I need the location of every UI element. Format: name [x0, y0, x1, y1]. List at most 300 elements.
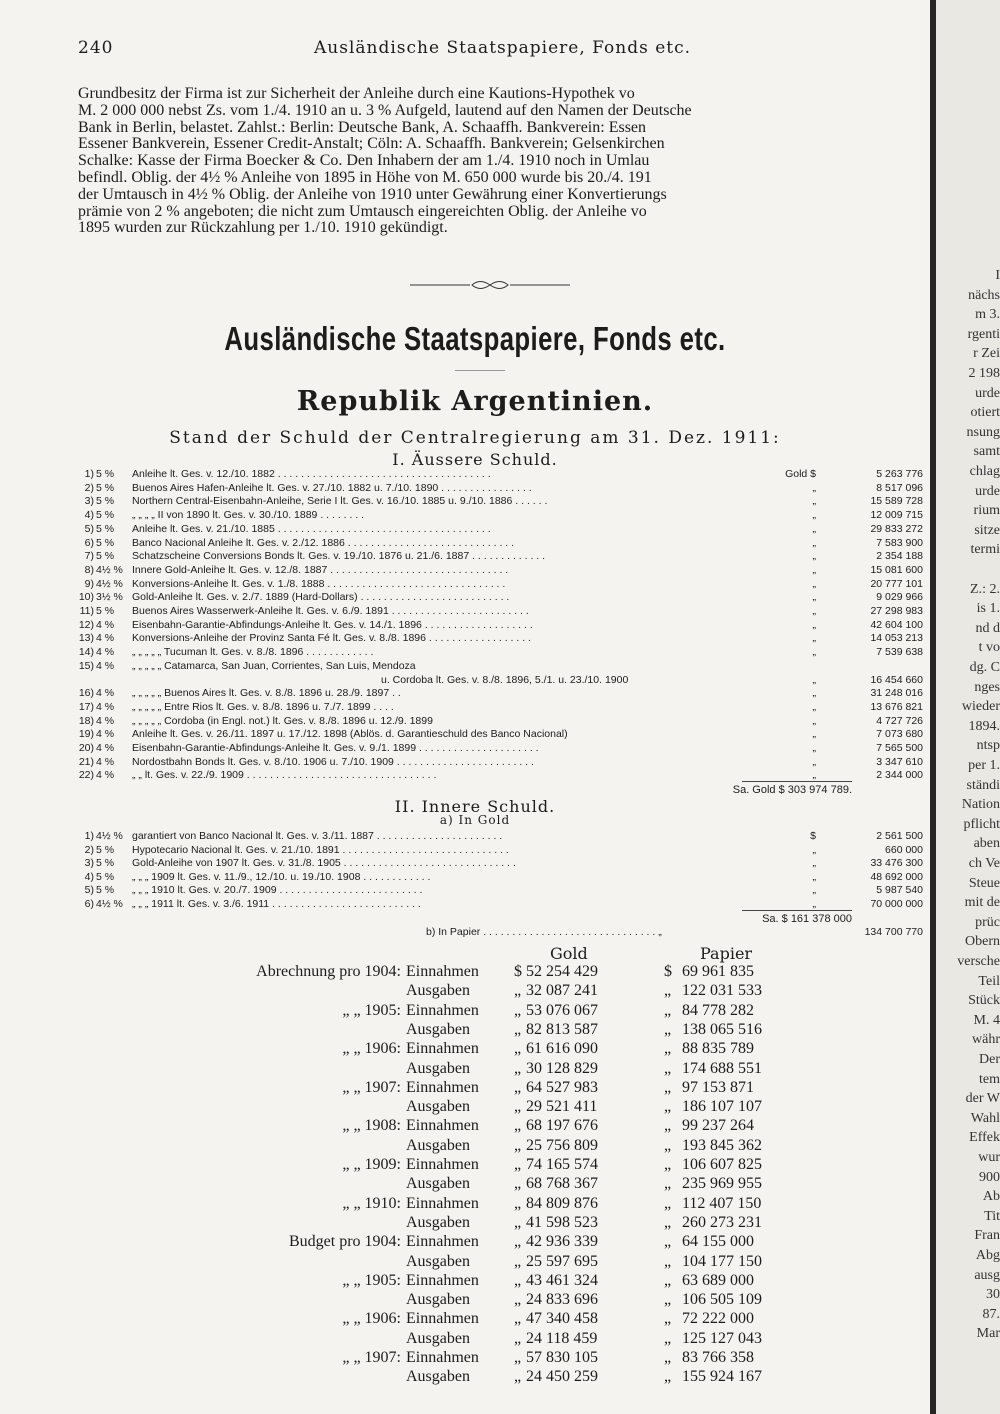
side-fragment-line: prüc: [975, 914, 1000, 930]
period-label: „ „ 1909:: [342, 1156, 401, 1173]
side-fragment-line: Fran: [974, 1228, 1000, 1244]
side-fragment-line: 30: [986, 1287, 1000, 1303]
amount: 5 987 540: [876, 884, 923, 896]
amount: 12 009 715: [870, 509, 923, 522]
row-number: 13): [78, 632, 94, 645]
interest-rate: 4 %: [96, 618, 115, 631]
gold-value: 52 254 429: [526, 963, 598, 980]
gold-value: 42 936 339: [526, 1233, 598, 1251]
table-row: [76, 742, 923, 755]
side-fragment-line: is 1.: [976, 601, 1000, 617]
gold-value: 24 450 259: [526, 1368, 598, 1386]
description: Gold-Anleihe lt. Ges. v. 2./7. 1889 (Hard-Dollars) . . . . . . . . . . . . . . . . . . . . . . . . . .: [132, 591, 510, 604]
table-row: [76, 536, 923, 550]
table-row: [76, 522, 923, 536]
side-fragment-line: r Zei: [973, 346, 1000, 362]
gold-symbol: „: [514, 1368, 522, 1386]
amount: 14 053 213: [870, 632, 923, 645]
side-fragment-line: Wahl: [970, 1110, 1000, 1126]
side-fragment-line: Stück: [968, 993, 1000, 1009]
currency: „: [812, 884, 816, 896]
interest-rate: 4½ %: [96, 563, 123, 576]
currency: „: [812, 605, 816, 617]
gold-symbol: „: [514, 1194, 522, 1212]
amount: 660 000: [885, 843, 923, 856]
side-fragment-line: 2 198: [968, 366, 1000, 381]
side-fragment-line: Nation: [961, 797, 1000, 813]
side-fragment-line: Abg: [975, 1248, 1000, 1263]
papier-symbol: „: [664, 1117, 672, 1135]
abrechnung-row: [76, 1001, 796, 1021]
interest-rate: 4 %: [96, 742, 115, 754]
gold-symbol: „: [514, 1329, 522, 1347]
row-number: 20): [78, 742, 94, 754]
currency: „: [812, 728, 816, 741]
table-row: [76, 468, 923, 481]
table-row: [76, 481, 923, 495]
table-row: [76, 673, 923, 687]
country-title: Republik Argentinien.: [296, 386, 654, 417]
intro-line: 1895 wurden zur Rückzahlung per 1./10. 1910 gekündigt.: [78, 220, 448, 237]
papier-value: 122 031 533: [682, 982, 762, 1000]
row-number: 1): [84, 468, 94, 480]
abrechnung-row: [76, 1329, 796, 1349]
sub-b-value: 134 700 770: [864, 926, 923, 938]
table-row: [76, 646, 923, 659]
interest-rate: 3½ %: [96, 591, 123, 604]
running-title: Ausländische Staatspapiere, Fonds etc.: [314, 38, 692, 58]
interest-rate: 4½ %: [96, 830, 123, 842]
currency: „: [812, 536, 816, 549]
amount: 20 777 101: [870, 577, 923, 590]
abrechnung-row: [76, 1097, 796, 1117]
row-number: 5): [84, 522, 94, 535]
papier-symbol: „: [664, 1368, 672, 1386]
stand-line: Stand der Schuld der Centralregierung am 31. Dez. 1911:: [169, 428, 781, 448]
currency: „: [812, 687, 816, 700]
gold-value: 68 768 367: [526, 1175, 598, 1193]
papier-symbol: „: [664, 982, 672, 1000]
papier-value: 125 127 043: [682, 1329, 762, 1347]
interest-rate: 4 %: [96, 728, 115, 741]
gold-value: 41 598 523: [526, 1213, 598, 1231]
row-number: 7): [84, 550, 94, 563]
table-row: [76, 755, 923, 769]
gold-value: 32 087 241: [526, 982, 598, 1000]
description: Schatzscheine Conversions Bonds lt. Ges. v. 19./10. 1876 u. 21./6. 1887 . . . . . . . . . . . . .: [132, 550, 546, 563]
papier-symbol: $: [664, 963, 672, 980]
papier-value: 174 688 551: [682, 1059, 762, 1077]
side-fragment-line: t vo: [978, 640, 1000, 656]
intro-line: prämie von 2 % angeboten; die nicht zum Umtausch eingereichten Oblig. der Anleihe vo: [78, 203, 647, 220]
side-fragment-line: Tit: [984, 1208, 1000, 1224]
row-number: 5): [84, 884, 94, 896]
amount: 33 476 300: [870, 857, 923, 869]
gold-symbol: „: [514, 1349, 522, 1366]
currency: „: [812, 495, 816, 508]
gold-value: 82 813 587: [526, 1020, 598, 1038]
intro-line: Essener Bankverein, Essener Credit-Anstalt; Cöln: A. Schaaffh. Bankverein; Gelsenkirchen: [78, 136, 665, 153]
side-fragment-line: ständi: [966, 777, 1000, 793]
description: „ „ „ „ „ Buenos Aires lt. Ges. v. 8./8. 1896 u. 28./9. 1897 . .: [132, 687, 401, 700]
abrechnung-row: [76, 1078, 796, 1098]
currency: „: [812, 843, 816, 856]
currency: „: [812, 897, 816, 910]
section2-title: II. Innere Schuld.: [394, 797, 556, 816]
papier-value: 72 222 000: [682, 1310, 754, 1328]
entry-kind: Einnahmen: [406, 963, 479, 980]
gold-symbol: „: [514, 1213, 522, 1231]
currency: „: [812, 755, 816, 768]
papier-value: 106 505 109: [682, 1291, 762, 1309]
description: „ „ „ 1909 lt. Ges. v. 11./9., 12./10. u. 19./10. 1908 . . . . . . . . . . . .: [132, 870, 431, 883]
side-fragment-line: aben: [973, 836, 1000, 852]
side-fragment-line: Der: [979, 1052, 1000, 1067]
amount: 9 029 966: [876, 591, 923, 604]
abrechnung-row: [76, 1116, 796, 1136]
abrechnung-row: [76, 962, 796, 982]
gold-value: 53 076 067: [526, 1001, 598, 1019]
entry-kind: Einnahmen: [406, 1156, 479, 1173]
interest-rate: 4½ %: [96, 897, 123, 910]
gold-value: 74 165 574: [526, 1156, 598, 1173]
amount: 7 073 680: [876, 728, 923, 741]
entry-kind: Einnahmen: [406, 1194, 479, 1212]
row-number: 12): [78, 618, 94, 631]
intro-paragraph: [78, 86, 878, 237]
table-row: [76, 700, 923, 714]
table-row: [76, 687, 923, 700]
description: „ „ „ 1911 lt. Ges. v. 3./6. 1911 . . . . . . . . . . . . . . . . . . . . . . . . . .: [132, 897, 421, 910]
papier-symbol: „: [664, 1213, 672, 1231]
interest-rate: 4 %: [96, 659, 115, 672]
entry-kind: Ausgaben: [406, 1252, 470, 1270]
description: „ „ „ „ II von 1890 lt. Ges. v. 30./10. 1889 . . . . . . . .: [132, 509, 365, 522]
table-row: [76, 714, 923, 728]
description: Eisenbahn-Garantie-Abfindungs-Anleihe lt. Ges. v. 9./1. 1899 . . . . . . . . . . . . . . . . . . . . .: [132, 742, 539, 754]
papier-value: 97 153 871: [682, 1078, 754, 1096]
section2-sub-a: a) In Gold: [439, 813, 511, 827]
sub-b-label: b) In Papier . . . . . . . . . . . . . . . . . . . . . . . . . . . . . . „: [426, 926, 662, 938]
papier-symbol: „: [664, 1020, 672, 1038]
entry-kind: Ausgaben: [406, 1213, 470, 1231]
intro-line: befindl. Oblig. der 4½ % Anleihe von 1895 in Höhe von M. 650 000 wurde bis 20./4. 191: [78, 169, 652, 186]
papier-symbol: „: [664, 1078, 672, 1096]
papier-value: 69 961 835: [682, 963, 754, 980]
table-row: [76, 495, 923, 508]
currency: „: [812, 870, 816, 883]
col-papier-header: Papier: [700, 944, 753, 963]
row-number: 15): [78, 659, 94, 672]
currency: „: [812, 522, 816, 535]
currency: „: [812, 714, 816, 727]
row-number: 3): [84, 495, 94, 508]
table-row: [76, 843, 923, 857]
adjacent-page-fragment: [936, 0, 1000, 1414]
abrechnung-row: [76, 1194, 796, 1214]
intro-line: Grundbesitz der Firma ist zur Sicherheit der Anleihe durch eine Kautions-Hypothek vo: [78, 86, 635, 102]
table-row: [76, 884, 923, 897]
papier-value: 193 845 362: [682, 1136, 762, 1154]
side-fragment-line: sitze: [974, 522, 1000, 538]
description: Gold-Anleihe von 1907 lt. Ges. v. 31./8. 1905 . . . . . . . . . . . . . . . . . . . . . . . . . . . . . .: [132, 857, 516, 869]
currency: „: [812, 591, 816, 604]
description: Northern Central-Eisenbahn-Anleihe, Serie I lt. Ges. v. 16./10. 1885 u. 9./10. 1886 . . . . . .: [132, 495, 548, 508]
amount: 42 604 100: [870, 618, 923, 631]
currency: „: [812, 481, 816, 494]
side-fragment-line: nsung: [966, 424, 1000, 440]
row-number: 2): [84, 843, 94, 856]
gold-value: 68 197 676: [526, 1117, 598, 1135]
side-fragment-line: 87.: [982, 1306, 1000, 1322]
row-number: 3): [84, 857, 94, 869]
period-label: „ „ 1907:: [342, 1078, 401, 1096]
description: „ „ „ „ „ Entre Rios lt. Ges. v. 8./8. 1896 u. 7./7. 1899 . . . .: [132, 700, 394, 713]
table-row: [76, 550, 923, 563]
amount: 15 589 728: [870, 495, 923, 508]
gold-symbol: „: [514, 1156, 522, 1173]
section2-sum: Sa. $ 161 378 000: [762, 913, 852, 925]
side-fragment-line: Z.: 2.: [970, 581, 1000, 597]
papier-symbol: „: [664, 1059, 672, 1077]
interest-rate: 5 %: [96, 509, 115, 522]
entry-kind: Einnahmen: [406, 1040, 479, 1058]
side-fragment-line: Obern: [965, 934, 1000, 950]
description: Anleihe lt. Ges. v. 26./11. 1897 u. 17./12. 1898 (Ablös. d. Garantieschuld des Banco Nacional): [132, 728, 568, 741]
gold-symbol: „: [514, 1291, 522, 1309]
amount: 7 565 500: [876, 742, 923, 754]
section1-sum: Sa. Gold $ 303 974 789.: [732, 784, 852, 796]
row-number: 8): [84, 563, 94, 576]
side-fragment-line: versche: [957, 954, 1000, 969]
papier-value: 186 107 107: [682, 1098, 762, 1116]
side-fragment-line: währ: [972, 1032, 1000, 1048]
description: „ „ lt. Ges. v. 22./9. 1909 . . . . . . . . . . . . . . . . . . . . . . . . . . . . . . . . .: [132, 769, 437, 782]
side-fragment-line: nd d: [975, 620, 1000, 636]
period-label: „ „ 1910:: [342, 1194, 401, 1212]
description: Anleihe lt. Ges. v. 12./10. 1882 . . . . . . . . . . . . . . . . . . . . . . . . . . . . . . . . . . . . .: [132, 468, 491, 480]
gold-symbol: „: [514, 1040, 522, 1058]
page-number: 240: [78, 38, 114, 58]
entry-kind: Einnahmen: [406, 1233, 479, 1251]
side-fragment-line: Steue: [968, 875, 1000, 891]
side-fragment-line: wieder: [961, 699, 1000, 715]
gold-symbol: „: [514, 1175, 522, 1193]
papier-symbol: „: [664, 1329, 672, 1347]
entry-kind: Einnahmen: [406, 1078, 479, 1096]
currency: „: [812, 673, 816, 686]
gold-value: 24 833 696: [526, 1291, 598, 1309]
amount: 7 539 638: [876, 646, 923, 659]
currency: „: [812, 857, 816, 869]
side-fragment-line: samt: [973, 444, 1000, 460]
amount: 15 081 600: [870, 563, 923, 576]
row-number: 2): [84, 481, 94, 494]
entry-kind: Ausgaben: [406, 1329, 470, 1347]
interest-rate: 5 %: [96, 481, 115, 494]
abrechnung-row: [76, 1348, 796, 1368]
side-fragment-line: der W: [965, 1091, 1000, 1107]
table-row: [76, 632, 923, 645]
gold-symbol: $: [514, 963, 522, 980]
description: garantiert von Banco Nacional lt. Ges. v. 3./11. 1887 . . . . . . . . . . . . . . . . . . . . . .: [132, 830, 503, 842]
row-number: 1): [84, 830, 94, 842]
papier-value: 138 065 516: [682, 1020, 762, 1038]
papier-value: 106 607 825: [682, 1156, 762, 1173]
entry-kind: Ausgaben: [406, 1175, 470, 1193]
papier-symbol: „: [664, 1040, 672, 1058]
papier-symbol: „: [664, 1310, 672, 1328]
side-fragment-line: Mar: [976, 1326, 1000, 1342]
abrechnung-row: [76, 981, 796, 1001]
entry-kind: Ausgaben: [406, 1136, 470, 1154]
gold-symbol: „: [514, 1310, 522, 1328]
papier-value: 260 273 231: [682, 1213, 762, 1231]
gold-value: 84 809 876: [526, 1194, 598, 1212]
side-fragment-line: otiert: [970, 405, 1000, 421]
row-number: 14): [78, 646, 94, 659]
period-label: Abrechnung pro 1904:: [256, 963, 401, 980]
side-fragment-line: ntsp: [976, 738, 1000, 754]
table-row: [76, 591, 923, 604]
description: Anleihe lt. Ges. v. 21./10. 1885 . . . . . . . . . . . . . . . . . . . . . . . . . . . . . . . . . . . . .: [132, 522, 491, 535]
intro-line: M. 2 000 000 nebst Zs. vom 1./4. 1910 an u. 3 % Aufgeld, lautend auf den Namen der Deutsche: [78, 102, 692, 119]
amount: 13 676 821: [870, 700, 923, 713]
amount: 48 692 000: [870, 870, 923, 883]
interest-rate: 5 %: [96, 536, 115, 549]
papier-value: 63 689 000: [682, 1271, 754, 1289]
side-fragment-line: m 3.: [975, 307, 1000, 323]
gold-symbol: „: [514, 1136, 522, 1154]
abrechnung-row: [76, 1039, 796, 1059]
side-fragment-line: Ab: [982, 1189, 1000, 1205]
entry-kind: Ausgaben: [406, 1368, 470, 1386]
interest-rate: 5 %: [96, 857, 115, 869]
main-title: Ausländische Staatspapiere, Fonds etc.: [224, 320, 726, 357]
interest-rate: 4 %: [96, 755, 115, 768]
currency: $: [810, 830, 816, 842]
entry-kind: Ausgaben: [406, 1291, 470, 1309]
col-gold-header: Gold: [550, 944, 588, 963]
period-label: „ „ 1906:: [342, 1040, 401, 1058]
currency: „: [812, 577, 816, 590]
row-number: 6): [84, 536, 94, 549]
side-fragment-line: per 1.: [968, 758, 1000, 773]
side-fragment-line: 1894.: [968, 718, 1000, 734]
papier-value: 83 766 358: [682, 1349, 754, 1366]
gold-value: 43 461 324: [526, 1271, 598, 1289]
entry-kind: Ausgaben: [406, 1098, 470, 1116]
row-number: 16): [78, 687, 94, 700]
entry-kind: Ausgaben: [406, 982, 470, 1000]
amount: 2 344 000: [876, 769, 923, 782]
row-number: 9): [84, 577, 94, 590]
currency: „: [812, 769, 816, 782]
description: Konversions-Anleihe lt. Ges. v. 1./8. 1888 . . . . . . . . . . . . . . . . . . . . . . . . . . . . . . .: [132, 577, 506, 590]
side-fragment-line: nges: [974, 679, 1000, 695]
ornament-divider-icon: [410, 278, 570, 292]
interest-rate: 4 %: [96, 687, 115, 700]
gold-symbol: „: [514, 1059, 522, 1077]
interest-rate: 5 %: [96, 468, 115, 480]
section1-title: I. Äussere Schuld.: [392, 450, 558, 469]
table-row: [76, 618, 923, 632]
currency: „: [812, 550, 816, 563]
abrechnung-row: [76, 1252, 796, 1272]
description: „ „ „ „ „ Catamarca, San Juan, Corrientes, San Luis, Mendoza: [132, 659, 416, 672]
table-row: [76, 857, 923, 870]
description: Innere Gold-Anleihe lt. Ges. v. 12./8. 1887 . . . . . . . . . . . . . . . . . . . . . . . . . . . . . . .: [132, 563, 509, 576]
abrechnung-row: [76, 1136, 796, 1156]
papier-value: 104 177 150: [682, 1252, 762, 1270]
amount: 3 347 610: [876, 755, 923, 768]
row-number: 4): [84, 870, 94, 883]
abrechnung-row: [76, 1232, 796, 1252]
gold-value: 47 340 458: [526, 1310, 598, 1328]
description: Hypotecario Nacional lt. Ges. v. 21./10. 1891 . . . . . . . . . . . . . . . . . . . . . . . . . . . . .: [132, 843, 509, 856]
papier-symbol: „: [664, 1098, 672, 1116]
entry-kind: Ausgaben: [406, 1020, 470, 1038]
interest-rate: 4 %: [96, 700, 115, 713]
period-label: „ „ 1907:: [342, 1349, 401, 1366]
side-fragment-line: ch Ve: [968, 856, 1000, 871]
table-row: [76, 563, 923, 577]
papier-symbol: „: [664, 1156, 672, 1173]
interest-rate: 4 %: [96, 632, 115, 645]
entry-kind: Einnahmen: [406, 1001, 479, 1019]
abrechnung-row: [76, 1155, 796, 1175]
papier-value: 235 969 955: [682, 1175, 762, 1193]
side-fragment-line: ausg: [974, 1267, 1000, 1283]
interest-rate: 5 %: [96, 884, 115, 896]
table-row: [76, 728, 923, 741]
currency: „: [812, 646, 816, 659]
side-fragment-line: urde: [975, 385, 1000, 401]
gold-symbol: „: [514, 1001, 522, 1019]
description-continuation: u. Cordoba lt. Ges. v. 8./8. 1896, 5./1. u. 23./10. 1900: [381, 673, 629, 686]
papier-symbol: „: [664, 1291, 672, 1309]
gold-value: 57 830 105: [526, 1349, 598, 1366]
entry-kind: Einnahmen: [406, 1117, 479, 1135]
interest-rate: 5 %: [96, 605, 115, 617]
interest-rate: 5 %: [96, 495, 115, 508]
table-row: [76, 870, 923, 884]
side-fragment-line: dg. C: [969, 660, 1000, 675]
amount: 7 583 900: [876, 536, 923, 549]
papier-symbol: „: [664, 1349, 672, 1366]
gold-value: 29 521 411: [526, 1098, 598, 1116]
description: „ „ „ 1910 lt. Ges. v. 20./7. 1909 . . . . . . . . . . . . . . . . . . . . . . . . .: [132, 884, 423, 896]
row-number: 10): [78, 591, 94, 604]
table-row: [76, 660, 876, 673]
currency: „: [812, 632, 816, 645]
abrechnung-row: [76, 1020, 796, 1040]
side-fragment-line: Effek: [969, 1130, 1000, 1146]
papier-symbol: „: [664, 1175, 672, 1193]
row-number: 19): [78, 728, 94, 741]
row-number: 6): [84, 897, 94, 910]
description: Buenos Aires Hafen-Anleihe lt. Ges. v. 27./10. 1882 u. 7./10. 1890 . . . . . . . . . . . . . . . .: [132, 481, 532, 494]
interest-rate: 4 %: [96, 646, 115, 659]
side-fragment-line: Teil: [978, 973, 1000, 989]
period-label: „ „ 1906:: [342, 1310, 401, 1328]
intro-line: Bank in Berlin, belastet. Zahlst.: Berlin: Deutsche Bank, A. Schaaffh. Bankverein: Essen: [78, 119, 647, 136]
row-number: 4): [84, 509, 94, 522]
table-row: [76, 830, 923, 843]
interest-rate: 5 %: [96, 522, 115, 535]
side-fragment-line: rium: [973, 503, 1000, 519]
sum-rule: [742, 781, 852, 782]
